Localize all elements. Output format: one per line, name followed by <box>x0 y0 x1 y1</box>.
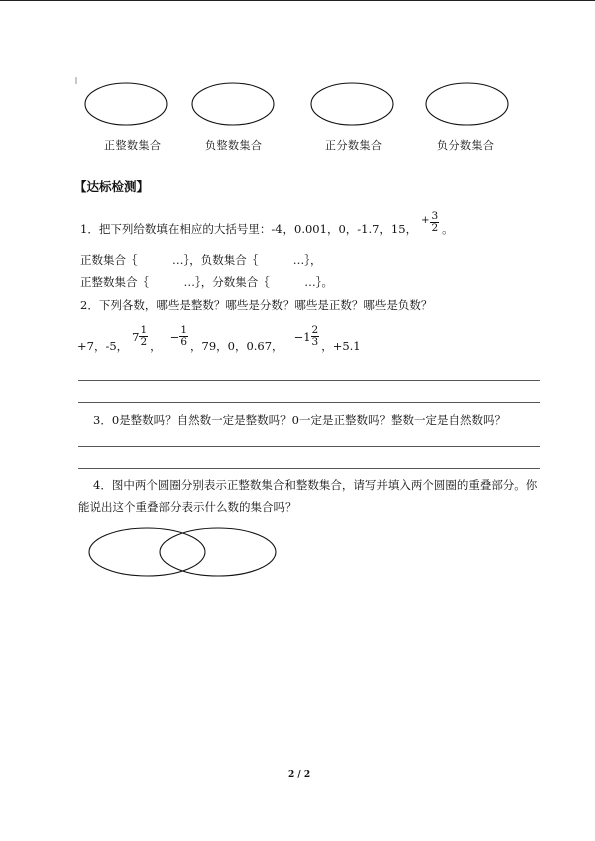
q2-mixed-3-denominator: 3 <box>311 336 319 348</box>
ellipse-negative-integers <box>192 83 274 125</box>
set-label-positive-integers: 正整数集合 <box>104 139 162 152</box>
question-1-text: 1．把下列给数填在相应的大括号里：-4，0.001，0，-1.7，15， <box>80 221 418 236</box>
page-number: 2 / 2 <box>288 770 311 780</box>
ellipse-positive-integer-set <box>89 528 205 576</box>
answer-line-4 <box>78 468 540 469</box>
ellipse-integer-set <box>160 528 276 576</box>
q1-tail: 。 <box>442 221 454 236</box>
ellipse-positive-integers <box>85 83 167 125</box>
q2-numbers-2: ，79，0，0.67， <box>190 338 284 353</box>
q2-numbers-3: ，+5.1 <box>321 338 361 353</box>
q1-fraction <box>430 211 439 234</box>
q1-fraction-sign: + <box>421 214 430 226</box>
top-ellipses <box>0 0 595 170</box>
q2-mixed-1-denominator: 2 <box>140 336 148 348</box>
q2-fraction-2-sign: − <box>169 329 180 344</box>
q2-fraction-2-denominator: 6 <box>180 336 187 348</box>
question-1 <box>80 210 454 240</box>
answer-line-3 <box>78 446 540 447</box>
section-heading: 【达标检测】 <box>74 179 150 194</box>
question-4-line-1: 4．图中两个圆圈分别表示正整数集合和整数集合，请写并填入两个圆圈的重叠部分。你 <box>93 478 538 492</box>
set-label-negative-integers: 负整数集合 <box>205 139 263 152</box>
overlapping-ellipses <box>80 520 290 590</box>
q2-mixed-3-whole: −1 <box>293 329 311 344</box>
q2-mixed-3-numerator: 2 <box>311 324 319 336</box>
set-label-negative-fractions: 负分数集合 <box>437 139 495 152</box>
question-2-text: 2．下列各数，哪些是整数？哪些是分数？哪些是正数？哪些是负数？ <box>80 298 433 312</box>
q1-line-a: 正数集合｛ …｝，负数集合｛ …｝， <box>80 253 322 267</box>
q2-separator-1: ， <box>150 338 162 353</box>
question-2-numbers <box>77 324 361 353</box>
question-4-line-2: 能说出这个重叠部分表示什么数的集合吗？ <box>78 500 297 514</box>
question-3-text: 3．0是整数吗？自然数一定是整数吗？0一定是正整数吗？整数一定是自然数吗？ <box>93 413 506 427</box>
q2-mixed-1-whole: 7 <box>132 329 140 344</box>
q1-fraction-denominator: 2 <box>431 222 439 234</box>
answer-line-2 <box>78 402 540 403</box>
q1-fraction-numerator: 3 <box>431 210 439 222</box>
q2-fraction-2-numerator: 1 <box>180 324 187 336</box>
ellipse-positive-fractions <box>311 83 393 125</box>
q2-mixed-1-numerator: 1 <box>140 324 148 336</box>
ellipse-negative-fractions <box>426 83 508 125</box>
set-label-positive-fractions: 正分数集合 <box>325 139 383 152</box>
q1-line-b: 正整数集合｛ …｝，分数集合｛ …｝。 <box>80 275 333 289</box>
q2-fraction-2 <box>179 325 188 348</box>
q2-numbers-1: +7，-5， <box>77 338 129 353</box>
answer-line-1 <box>78 380 540 381</box>
q2-mixed-1-fraction <box>139 325 148 348</box>
q2-mixed-3-fraction <box>311 325 320 348</box>
